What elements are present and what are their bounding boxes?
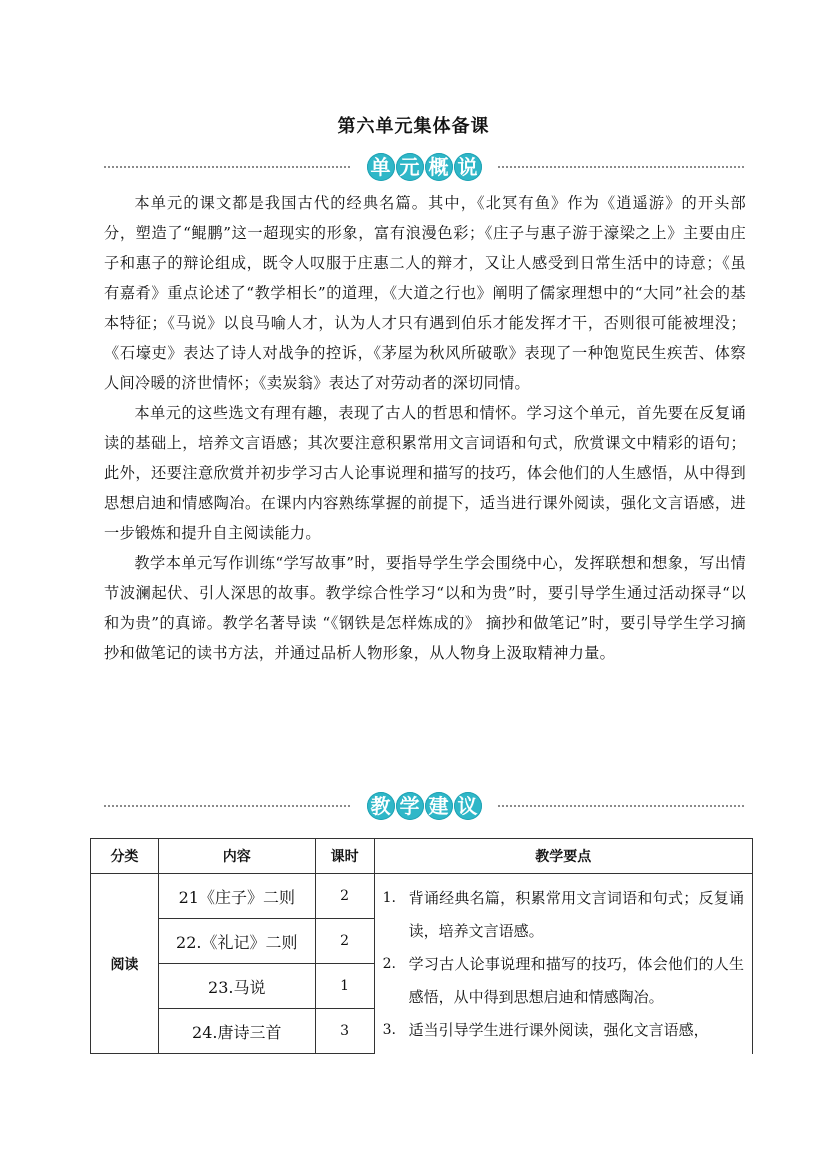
section-badge-char: 学: [396, 792, 424, 820]
teaching-point: [381, 1014, 744, 1047]
teaching-points-cell: [374, 874, 752, 1054]
section-badge-char: 建: [425, 792, 453, 820]
header-points: 教学要点: [374, 839, 752, 874]
lesson-content: 24.唐诗三首: [158, 1009, 315, 1054]
teaching-point: [381, 948, 744, 1014]
point-number: 2.: [382, 956, 396, 972]
section-badge-group: [364, 789, 484, 823]
teaching-plan-table: [90, 838, 753, 1054]
header-category: 分类: [91, 839, 159, 874]
lesson-content: 21《庄子》二则: [158, 874, 315, 919]
point-text: 背诵经典名篇，积累常用文言词语和句式；反复诵读，培养文言语感。: [408, 889, 744, 940]
dotted-divider-right: [498, 166, 744, 168]
category-cell: 阅读: [91, 874, 159, 1054]
lesson-hours: 3: [315, 1009, 374, 1054]
table-header-row: [91, 839, 753, 874]
section-header-unit-overview: [104, 150, 744, 184]
header-content: 内容: [158, 839, 315, 874]
lesson-hours: 2: [315, 919, 374, 964]
section-badge-char: 议: [454, 792, 482, 820]
point-number: 1.: [382, 890, 396, 906]
teaching-points-list: [381, 882, 744, 1047]
section-badge-char: 单: [367, 153, 395, 181]
section-badge-group: [364, 150, 484, 184]
section-badge-char: 教: [367, 792, 395, 820]
lesson-content: 22.《礼记》二则: [158, 919, 315, 964]
teaching-point: [381, 882, 744, 948]
point-number: 3.: [382, 1022, 396, 1038]
page-title: 第六单元集体备课: [337, 116, 490, 137]
lesson-hours: 2: [315, 874, 374, 919]
overview-paragraph: 本单元的课文都是我国古代的经典名篇。其中，《北冥有鱼》作为《逍遥游》的开头部分，塑造了“鲲鹏”这一超现实的形象，富有浪漫色彩；《庄子与惠子游于濠梁之上》主要由庄子和惠子的辩论组成，既令人叹服于庄惠二人的辩才，又让人感受到日常生活中的诗意；《虽有嘉肴》重点论述了“教学相长”的道理，《大道之行也》阐明了儒家理想中的“大同”社会的基本特征；《马说》以良马喻人才，认为人才只有遇到伯乐才能发挥才干，否则很可能被埋没；《石壕吏》表达了诗人对战争的控诉，《茅屋为秋风所破歌》表现了一种饱览民生疾苦、体察人间冷暖的济世情怀；《卖炭翁》表达了对劳动者的深切同情。: [104, 194, 746, 392]
overview-paragraph: 本单元的这些选文有理有趣，表现了古人的哲思和情怀。学习这个单元，首先要在反复诵读的基础上，培养文言语感；其次要注意积累常用文言词语和句式，欣赏课文中精彩的语句；此外，还要注意欣赏并初步学习古人论事说理和描写的技巧，体会他们的人生感悟，从中得到思想启迪和情感陶冶。在课内内容熟练掌握的前提下，适当进行课外阅读，强化文言语感，进一步锻炼和提升自主阅读能力。: [104, 404, 746, 542]
overview-body: [104, 188, 746, 668]
dotted-divider-left: [104, 805, 350, 807]
point-text: 学习古人论事说理和描写的技巧，体会他们的人生感悟，从中得到思想启迪和情感陶冶。: [408, 955, 744, 1006]
section-badge-char: 元: [396, 153, 424, 181]
header-hours: 课时: [315, 839, 374, 874]
dotted-divider-right: [498, 805, 744, 807]
lesson-hours: 1: [315, 964, 374, 1009]
lesson-content: 23.马说: [158, 964, 315, 1009]
dotted-divider-left: [104, 166, 350, 168]
section-badge-char: 说: [454, 153, 482, 181]
section-header-teaching-advice: [104, 789, 744, 823]
overview-paragraph: 教学本单元写作训练“学写故事”时，要指导学生学会围绕中心，发挥联想和想象，写出情节波澜起伏、引人深思的故事。教学综合性学习“以和为贵”时，要引导学生通过活动探寻“以和为贵”的真谛。教学名著导读 “《钢铁是怎样炼成的》 摘抄和做笔记”时，要引导学生学习摘抄和做笔记的读书方法，并通过品析人物形象，从人物身上汲取精神力量。: [104, 554, 746, 662]
point-text: 适当引导学生进行课外阅读，强化文言语感，: [408, 1021, 709, 1039]
table-row: [91, 874, 753, 919]
section-badge-char: 概: [425, 153, 453, 181]
